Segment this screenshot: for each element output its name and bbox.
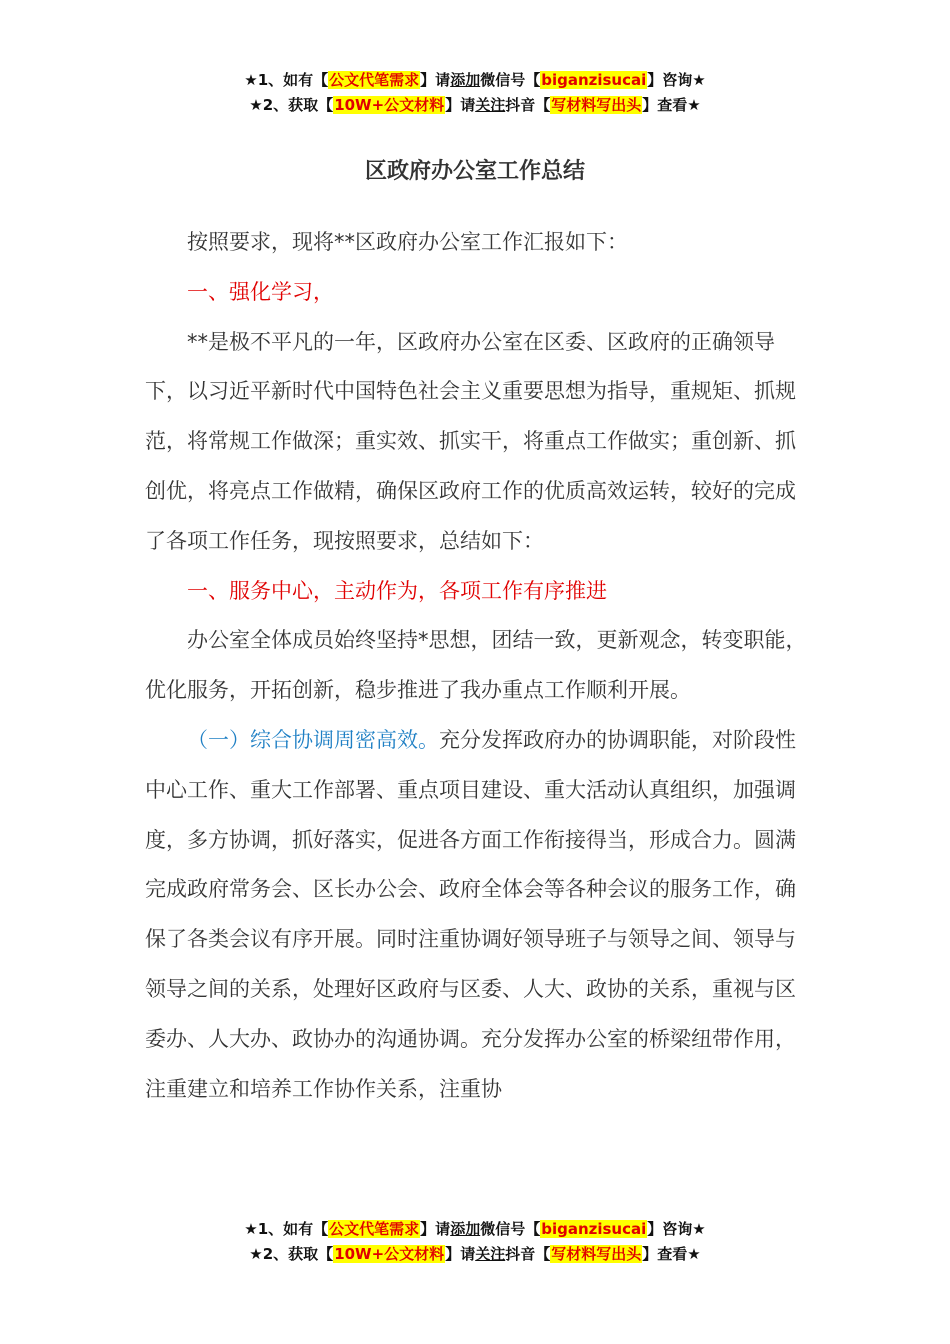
banner-highlight: 写材料写出头 [551,1245,642,1263]
subsection-text-1: 充分发挥政府办的协调职能，对阶段性中心工作、重大工作部署、重点项目建设、重大活动认真组织，加强调度，多方协调，抓好落实，促进各方面工作衔接得当，形成合力。圆满完成政府常务会、区长办公会、政府全体会等各种会议的服务工作，确保了各类会议有序开展。同时注重协调好领导班子与领导之间、领导与领导之间的关系，处理好区政府与区委、人大、政协的关系，重视与区委办、人大办、政协办的沟通协调。充分发挥办公室的桥梁纽带作用，注重建立和培养工作协作关系，注重协 [145,727,796,1101]
banner-line-2 [0,1242,950,1267]
banner-text: 抖音【 [505,1245,551,1263]
bottom-banner [0,1217,950,1267]
paragraph-2: 办公室全体成员始终坚持*思想，团结一致，更新观念，转变职能，优化服务，开拓创新，稳步推进了我办重点工作顺利开展。 [145,628,807,703]
subsection-1 [145,716,810,1114]
banner-highlight: biganzisucai [541,1220,647,1238]
document-body [145,218,810,1114]
banner-line-1 [0,1217,950,1242]
banner-underline: 关注 [475,96,506,114]
top-banner [0,68,950,118]
subsection-heading-1: （一）综合协调周密高效。 [187,727,439,752]
banner-highlight: 10W+公文材料 [334,1245,445,1263]
banner-line-1 [0,68,950,93]
section-heading-1: 一、强化学习， [187,279,334,304]
banner-text: 抖音【 [505,96,551,114]
banner-underline: 关注 [475,1245,506,1263]
banner-text: 】咨询★ [647,71,706,89]
intro-paragraph: 按照要求，现将**区政府办公室工作汇报如下： [187,230,628,254]
banner-text: 】请 [420,1220,451,1238]
banner-text: ★1、如有【 [244,71,329,89]
banner-highlight: 公文代笔需求 [329,1220,420,1238]
banner-line-2 [0,93,950,118]
banner-text: 】查看★ [642,96,701,114]
banner-text: ★1、如有【 [244,1220,329,1238]
banner-highlight: 公文代笔需求 [329,71,420,89]
banner-text: ★2、获取【 [249,1245,334,1263]
banner-text: 微信号【 [480,1220,541,1238]
banner-text: 微信号【 [480,71,541,89]
document-title: 区政府办公室工作总结 [364,159,585,184]
banner-underline: 添加 [450,1220,481,1238]
banner-text: ★2、获取【 [249,96,334,114]
banner-underline: 添加 [450,71,481,89]
banner-text: 】请 [445,1245,476,1263]
paragraph-1: **是极不平凡的一年，区政府办公室在区委、区政府的正确领导下，以习近平新时代中国特色社会主义重要思想为指导，重规矩、抓规范，将常规工作做深；重实效、抓实干，将重点工作做实；重创新、抓创优，将亮点工作做精，确保区政府工作的优质高效运转，较好的完成了各项工作任务，现按照要求，总结如下： [145,329,796,553]
banner-highlight: 10W+公文材料 [334,96,445,114]
banner-text: 】请 [445,96,476,114]
banner-text: 】请 [420,71,451,89]
section-heading-2: 一、服务中心，主动作为，各项工作有序推进 [187,578,607,603]
banner-text: 】咨询★ [647,1220,706,1238]
banner-text: 】查看★ [642,1245,701,1263]
banner-highlight: biganzisucai [541,71,647,89]
banner-highlight: 写材料写出头 [551,96,642,114]
